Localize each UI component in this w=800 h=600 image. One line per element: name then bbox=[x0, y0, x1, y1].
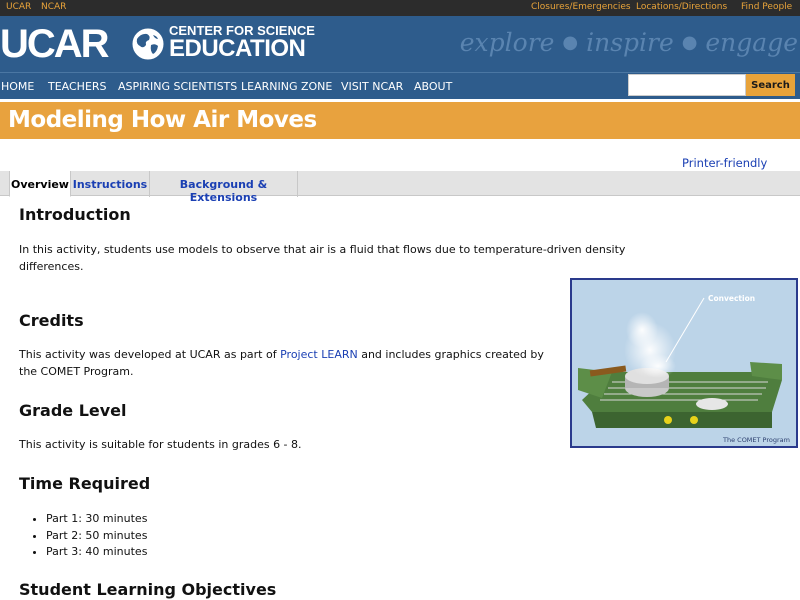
locations-link[interactable]: Locations/Directions bbox=[636, 2, 728, 12]
nav-aspiring-scientists[interactable]: ASPIRING SCIENTISTS bbox=[118, 80, 238, 93]
project-learn-link[interactable]: Project LEARN bbox=[280, 348, 358, 361]
tagline-dot-1: ● bbox=[562, 32, 579, 53]
tagline-explore: explore bbox=[459, 28, 555, 57]
tab-overview[interactable]: Overview bbox=[9, 171, 71, 197]
objectives-heading: Student Learning Objectives bbox=[19, 580, 277, 599]
nav-learning-zone[interactable]: LEARNING ZONE bbox=[241, 80, 333, 93]
credits-text-start: This activity was developed at UCAR as part of bbox=[19, 348, 281, 361]
cse-line2: EDUCATION bbox=[169, 35, 306, 62]
camp-stove-illustration bbox=[572, 280, 796, 446]
grade-level-text: This activity is suitable for students in grades 6 - 8. bbox=[19, 438, 302, 451]
cse-wordmark[interactable] bbox=[169, 24, 315, 61]
credits-text bbox=[19, 347, 559, 380]
closures-link[interactable]: Closures/Emergencies bbox=[531, 2, 631, 12]
tagline-engage: engage bbox=[705, 28, 798, 57]
site-header bbox=[0, 16, 800, 72]
utility-bar bbox=[0, 0, 800, 16]
time-item-part-1: • Part 1: 30 minutes bbox=[46, 511, 147, 528]
nav-visit-ncar[interactable]: VISIT NCAR bbox=[341, 80, 404, 93]
convection-label: Convection bbox=[708, 294, 756, 303]
nav-about[interactable]: ABOUT bbox=[414, 80, 453, 93]
tagline-inspire: inspire bbox=[586, 28, 674, 57]
tagline bbox=[460, 28, 798, 57]
main-nav bbox=[0, 72, 800, 99]
ucar-link[interactable]: UCAR bbox=[6, 2, 32, 12]
grade-level-heading: Grade Level bbox=[19, 401, 127, 420]
find-people-link[interactable]: Find People bbox=[741, 2, 793, 12]
printer-friendly-link[interactable]: Printer-friendly bbox=[682, 156, 768, 170]
time-item-part-2: • Part 2: 50 minutes bbox=[46, 528, 147, 545]
tab-instructions[interactable]: Instructions bbox=[71, 171, 150, 197]
nav-home[interactable]: HOME bbox=[1, 80, 35, 93]
page-title: Modeling How Air Moves bbox=[8, 107, 317, 133]
introduction-heading: Introduction bbox=[19, 205, 131, 224]
nav-teachers[interactable]: TEACHERS bbox=[48, 80, 107, 93]
tab-background-extensions[interactable]: Background & Extensions bbox=[150, 171, 298, 197]
globe-icon bbox=[131, 27, 165, 61]
ucar-logo[interactable]: UCAR bbox=[0, 22, 108, 66]
cse-line1: CENTER FOR SCIENCE bbox=[169, 23, 315, 38]
ncar-link[interactable]: NCAR bbox=[41, 2, 67, 12]
search-button[interactable]: Search bbox=[746, 74, 795, 96]
credits-text-end: and includes graphics created by the COMET Program. bbox=[19, 348, 544, 378]
time-list bbox=[46, 511, 147, 561]
convection-stove-image bbox=[570, 278, 798, 448]
search-input[interactable] bbox=[628, 74, 746, 96]
comet-credit: The COMET Program bbox=[723, 436, 790, 444]
tagline-dot-2: ● bbox=[681, 32, 698, 53]
time-required-heading: Time Required bbox=[19, 474, 151, 493]
introduction-text: In this activity, students use models to observe that air is a fluid that flows due to temperature-driven density differences. bbox=[19, 243, 626, 273]
tab-bar bbox=[0, 171, 800, 204]
credits-heading: Credits bbox=[19, 311, 84, 330]
title-banner bbox=[0, 102, 800, 139]
time-item-part-3: • Part 3: 40 minutes bbox=[46, 544, 147, 561]
